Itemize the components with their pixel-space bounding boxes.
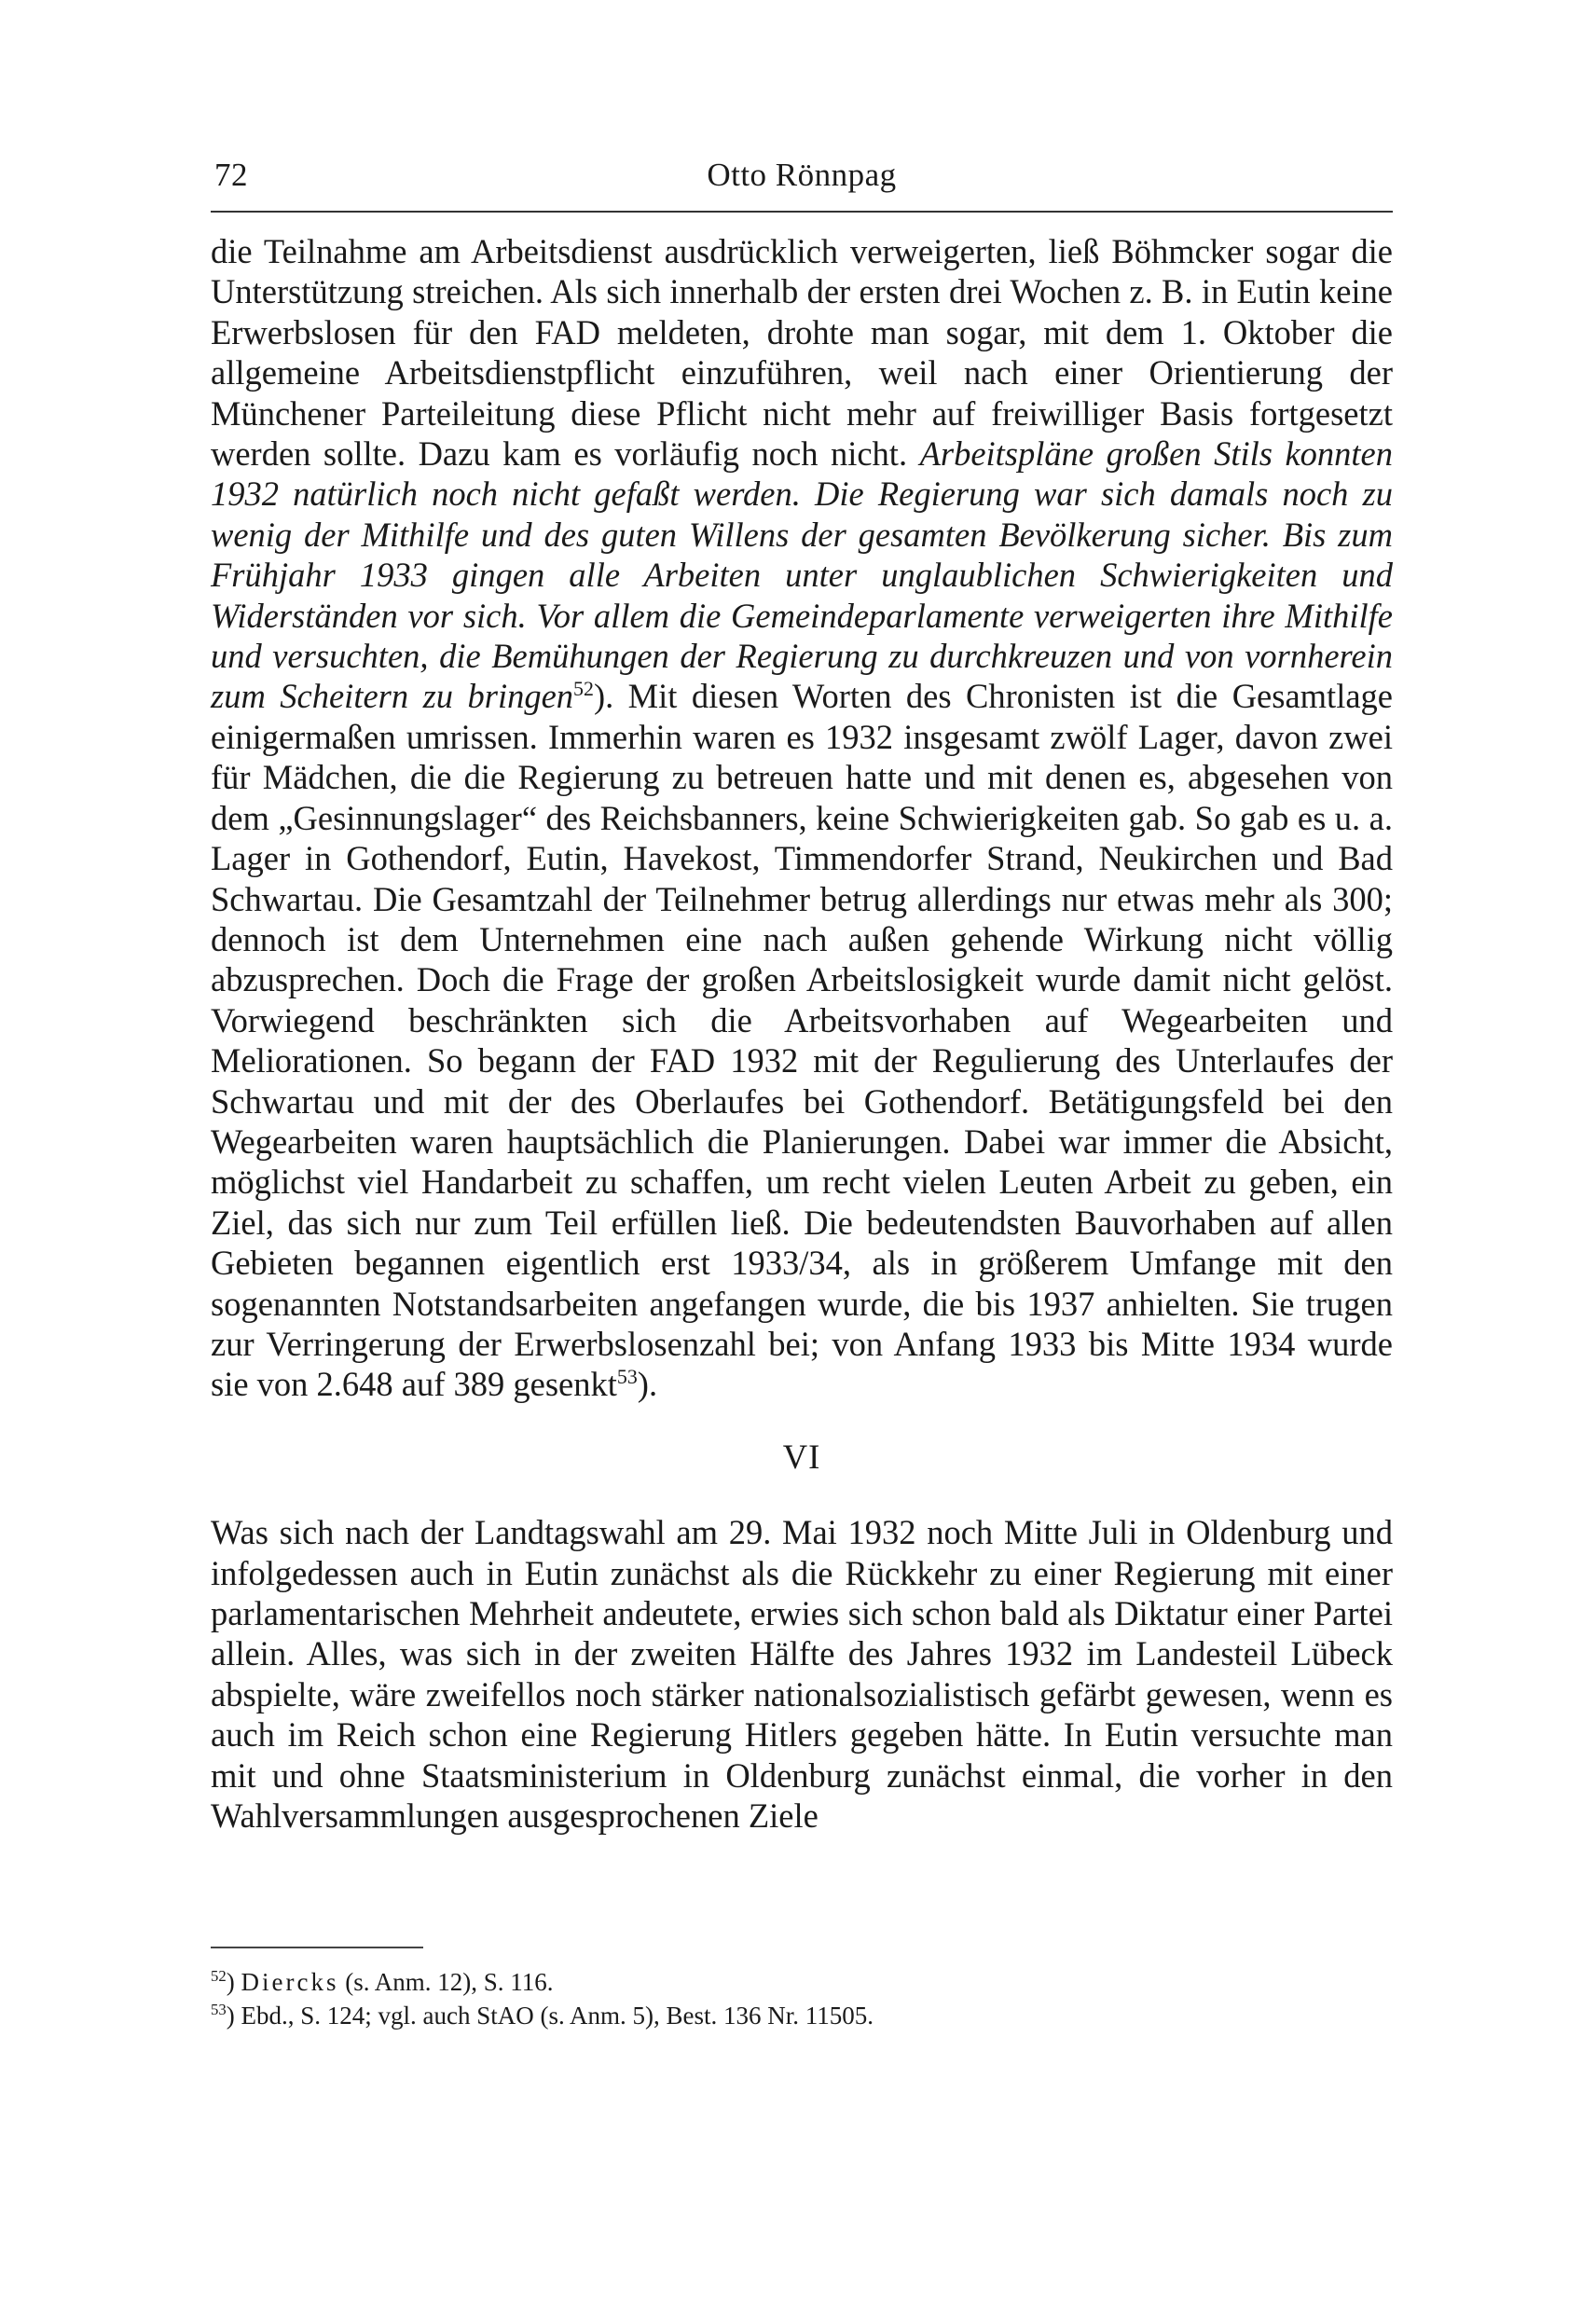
paragraph-text: ). Mit diesen Worten des Chronisten ist die Gesamtlage einigermaßen umrissen. Immerhin waren es 1932 insgesamt zwölf Lager, davon zwei für Mädchen, die die Regierung zu betreuen hatte und mit denen es, abgesehen von dem „Gesinnungslager“ des Reichsbanners, keine Schwierigkeiten gab. So gab es u. a. Lager in Gothendorf, Eutin, Havekost, Timmendorfer Strand, Neukirchen und Bad Schwartau. Die Gesamtzahl der Teilnehmer betrug allerdings nur etwas mehr als 300; dennoch ist dem Unternehmen eine nach außen gehende Wirkung nicht völlig abzusprechen. Doch die Frage der großen Arbeitslosigkeit wurde damit nicht gelöst. Vorwiegend beschränkten sich die Arbeitsvorhaben auf Wegearbeiten und Meliorationen. So begann der FAD 1932 mit der Regulierung des Unterlaufes der Schwartau und mit der des Oberlaufes bei Gothendorf. Betätigungsfeld bei den Wegearbeiten waren hauptsächlich die Planierungen. Dabei war immer die Absicht, möglichst viel Handarbeit zu schaffen, um recht vielen Leuten Arbeit zu geben, ein Ziel, das sich nur zum Teil erfüllen ließ. Die bedeutendsten Bauvorhaben auf allen Gebieten begannen eigentlich erst 1933/34, als in größerem Umfange mit den sogenannten Notstandsarbeiten angefangen wurde, die bis 1937 anhielten. Sie trugen zur Verringerung der Erwerbslosenzahl bei; von Anfang 1933 bis Mitte 1934 wurde sie von 2.648 auf 389 gesenkt — [211, 677, 1393, 1404]
footnote-ref: 53 — [616, 1365, 638, 1389]
paragraph — [211, 231, 1393, 1405]
footnote-ref: 52 — [573, 677, 594, 701]
footnote-rule — [211, 1947, 423, 1948]
footnote: $^{53}$) Ebd., S. 124; vgl. auch StAO (s. Anm. 5), Best. 136 Nr. 11505. — [211, 2001, 874, 2030]
paragraph-text: die Teilnahme am Arbeitsdienst ausdrücklich verweigerten, ließ Böhmcker sogar die Unterstützung streichen. Als sich innerhalb der ersten drei Wochen z. B. in Eutin keine Erwerbslosen für den FAD meldeten, drohte man sogar, mit dem 1. Oktober die allgemeine Arbeitsdienstpflicht einzuführen, weil nach einer Orientierung der Münchener Parteileitung diese Pflicht nicht mehr auf freiwilliger Basis fortgesetzt werden sollte. Dazu kam es vorläufig noch nicht. — [211, 232, 1393, 474]
footnote-number: 53 — [211, 2001, 227, 2018]
footnote: $^{52}$) Diercks (s. Anm. 12), S. 116. — [211, 1967, 554, 1996]
page-header — [211, 157, 1393, 203]
footnote-text: Ebd., S. 124; vgl. auch StAO (s. Anm. 5), Best. 136 Nr. 11505. — [234, 2002, 874, 2030]
page-number: 72 — [214, 157, 248, 193]
header-rule — [211, 211, 1393, 213]
chronicle-quote: Arbeitspläne großen Stils konnten 1932 natürlich noch nicht gefaßt werden. Die Regierung war sich damals noch zu wenig der Mithilfe und des guten Willens der gesamten Bevölkerung sicher. Bis zum Frühjahr 1933 gingen alle Arbeiten unter unglaublichen Schwierigkeiten und Widerständen vor sich. Vor allem die Gemeindeparlamente verweigerten ihre Mithilfe und versuchten, die Bemühungen der Regierung zu durchkreuzen und von vornherein zum Scheitern zu bringen — [211, 434, 1393, 716]
body-text — [211, 231, 1393, 1836]
footnote-number: 52 — [211, 1967, 227, 1985]
running-head: Otto Rönnpag — [707, 157, 897, 193]
paragraph-text: ). — [637, 1365, 658, 1404]
paragraph — [211, 1512, 1393, 1836]
footnote-author: Diercks — [241, 1968, 339, 1996]
footnote-text: (s. Anm. 12), S. 116. — [338, 1968, 554, 1996]
section-heading: VI — [782, 1437, 821, 1476]
footnotes — [211, 1965, 1393, 2032]
paragraph-text: Was sich nach der Landtagswahl am 29. Mai 1932 noch Mitte Juli in Oldenburg und infolgedessen auch in Eutin zunächst als die Rückkehr zu einer Regierung mit einer parlamentarischen Mehrheit andeutete, erwies sich schon bald als Diktatur einer Partei allein. Alles, was sich in der zweiten Hälfte des Jahres 1932 im Landesteil Lübeck abspielte, wäre zweifellos noch stärker nationalsozialistisch gefärbt gewesen, wenn es auch im Reich schon eine Regierung Hitlers gegeben hätte. In Eutin versuchte man mit und ohne Staatsministerium in Oldenburg zunächst einmal, die vorher in den Wahlversammlungen ausgesprochenen Ziele — [211, 1513, 1393, 1836]
